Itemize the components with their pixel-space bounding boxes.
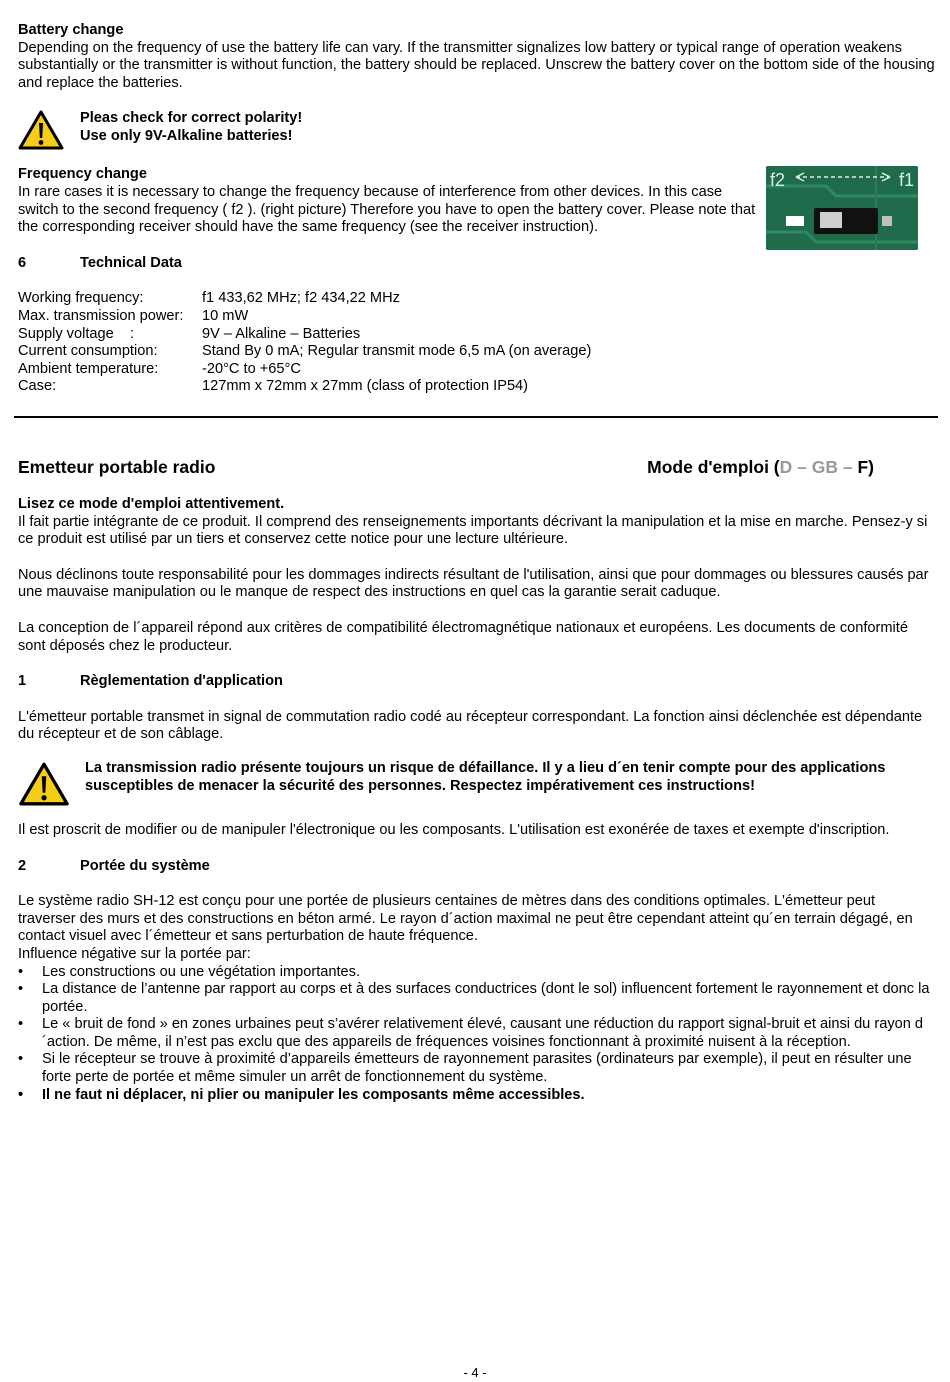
tech-label: Working frequency: <box>18 290 144 307</box>
polarity-warning-line1: Pleas check for correct polarity! <box>80 110 303 127</box>
polarity-warning <box>18 110 936 150</box>
frequency-change-block <box>18 166 936 236</box>
tech-label: Ambient temperature: <box>18 360 159 377</box>
liability-text: Nous déclinons toute responsabilité pour les dommages indirects résultant de l'utilisation, ainsi que pour dommages ou blessures causés par une mauvaise manipulation ou le manque de respect des instructions en quel cas la garantie serait caduque. <box>18 566 929 601</box>
section-2-heading: 2 Portée du système <box>18 857 210 874</box>
conformity-text: La conception de l´appareil répond aux critères de compatibilité électromagnétique nationaux et européens. Les documents de conformité sont déposés chez le producteur. <box>18 619 908 654</box>
board-label-f2: f2 <box>770 170 786 191</box>
french-title: Emetteur portable radio <box>18 457 216 477</box>
intro-text: Il fait partie intégrante de ce produit. Il comprend des renseignements importants décrivant la manipulation et la mise en marche. Pensez-y si ce produit est utilisé par un tiers et conservez cette notice pour une lecture ultérieure. <box>18 513 928 548</box>
frequency-switch-photo <box>766 166 918 250</box>
tech-value: -20°C to +65°C <box>202 360 301 377</box>
tech-label: Max. transmission power: <box>18 307 184 324</box>
intro-bold: Lisez ce mode d'emploi attentivement. <box>18 496 285 512</box>
section-1-text: L'émetteur portable transmet in signal de commutation radio codé au récepteur correspondant. La fonction ainsi déclenchée est dépendante du récepteur et de son câblage. <box>18 708 923 743</box>
lang-d: D <box>779 457 793 477</box>
section-divider <box>14 416 938 418</box>
tech-value: 9V – Alkaline – Batteries <box>202 325 361 342</box>
tech-label: Case: <box>18 378 57 395</box>
section-1-heading: 1 Règlementation d'application <box>18 673 283 690</box>
lang-f: F) <box>857 457 874 477</box>
technical-data-heading <box>18 255 936 273</box>
polarity-warning-line2: Use only 9V-Alkaline batteries! <box>80 127 293 144</box>
battery-change-heading: Battery change <box>18 22 124 38</box>
battery-change-text: Depending on the frequency of use the battery life can vary. If the transmitter signalizes low battery or typical range of operation weakens substantially or the transmitter is without function, the battery should be replaced. Unscrew the battery cover on the bottom side of the housing and replace the batteries. <box>18 39 935 91</box>
technical-data-table <box>18 290 936 396</box>
influence-list <box>18 964 936 1105</box>
section-1-text-2: Il est proscrit de modifier ou de manipuler l'électronique ou les composants. L'utilisation est exonérée de taxes et exempte d'inscription. <box>18 821 890 838</box>
warning-triangle-icon <box>18 762 70 806</box>
lang-gb: GB <box>811 457 838 477</box>
tech-value: 10 mW <box>202 307 249 324</box>
tech-label: Supply voltage : <box>18 325 135 342</box>
board-label-f1: f1 <box>899 170 915 191</box>
tech-label: Current consumption: <box>18 343 158 360</box>
tech-value: Stand By 0 mA; Regular transmit mode 6,5 mA (on average) <box>202 343 592 360</box>
tech-value: 127mm x 72mm x 27mm (class of protection IP54) <box>202 378 529 395</box>
section-2-text: Le système radio SH-12 est conçu pour une portée de plusieurs centaines de mètres dans des conditions optimales. L'émetteur peut traverser des murs et des constructions en béton armé. Le rayon d´action maximal ne peut être cependant atteint qu´en terrain dégagé, en contact visuel avec l´émetteur et sans perturbation de haute fréquence. <box>18 893 913 945</box>
page-number: - 4 - <box>463 1365 487 1380</box>
english-section <box>18 22 936 396</box>
frequency-change-heading: Frequency change <box>18 166 147 183</box>
influence-intro: Influence négative sur la portée par: <box>18 945 251 962</box>
list-item: • Si le récepteur se trouve à proximité d’appareils émetteurs de rayonnement parasites (ordinateurs par exemple), il peut en résulter une forte perte de portée et même simuler un arrêt de fonctionnement du système. <box>18 1051 936 1086</box>
radio-risk-warning <box>18 760 936 806</box>
french-section <box>18 456 936 1104</box>
list-item-bold: • Il ne faut ni déplacer, ni plier ou manipuler les composants même accessibles. <box>18 1087 936 1105</box>
list-item: • Le « bruit de fond » en zones urbaines peut s’avérer relativement élevé, causant une réduction du rapport signal-bruit et ainsi du rayon d´action. De même, il n’est pas exclu que des appareils de fréquences voisines fonctionnant à proximité nuisent à la réception. <box>18 1016 936 1051</box>
technical-data-title: Technical Data <box>80 254 182 271</box>
radio-risk-warning-text: La transmission radio présente toujours un risque de défaillance. Il y a lieu d´en tenir compte pour des applications susceptibles de menacer la sécurité des personnes. Respectez impérativement ces instructions! <box>85 759 886 794</box>
mode-emploi-languages: Mode d'emploi (D – GB – F) <box>647 457 874 477</box>
tech-value: f1 433,62 MHz; f2 434,22 MHz <box>202 290 400 307</box>
list-item: • Les constructions ou une végétation importantes. <box>18 964 936 982</box>
warning-triangle-icon <box>18 110 64 150</box>
list-item: • La distance de l’antenne par rapport au corps et à des surfaces conductrices (dont le sol) influencent fortement le rayonnement et donc la portée. <box>18 981 936 1016</box>
technical-data-number: 6 <box>18 254 27 271</box>
frequency-change-text: In rare cases it is necessary to change the frequency because of interference from other devices. In this case switch to the second frequency ( f2 ). (right picture) Therefore you have to open the battery cover. Please note that the corresponding receiver should have the same frequency (see the receiver instruction). <box>18 183 756 236</box>
french-title-row <box>18 456 936 478</box>
